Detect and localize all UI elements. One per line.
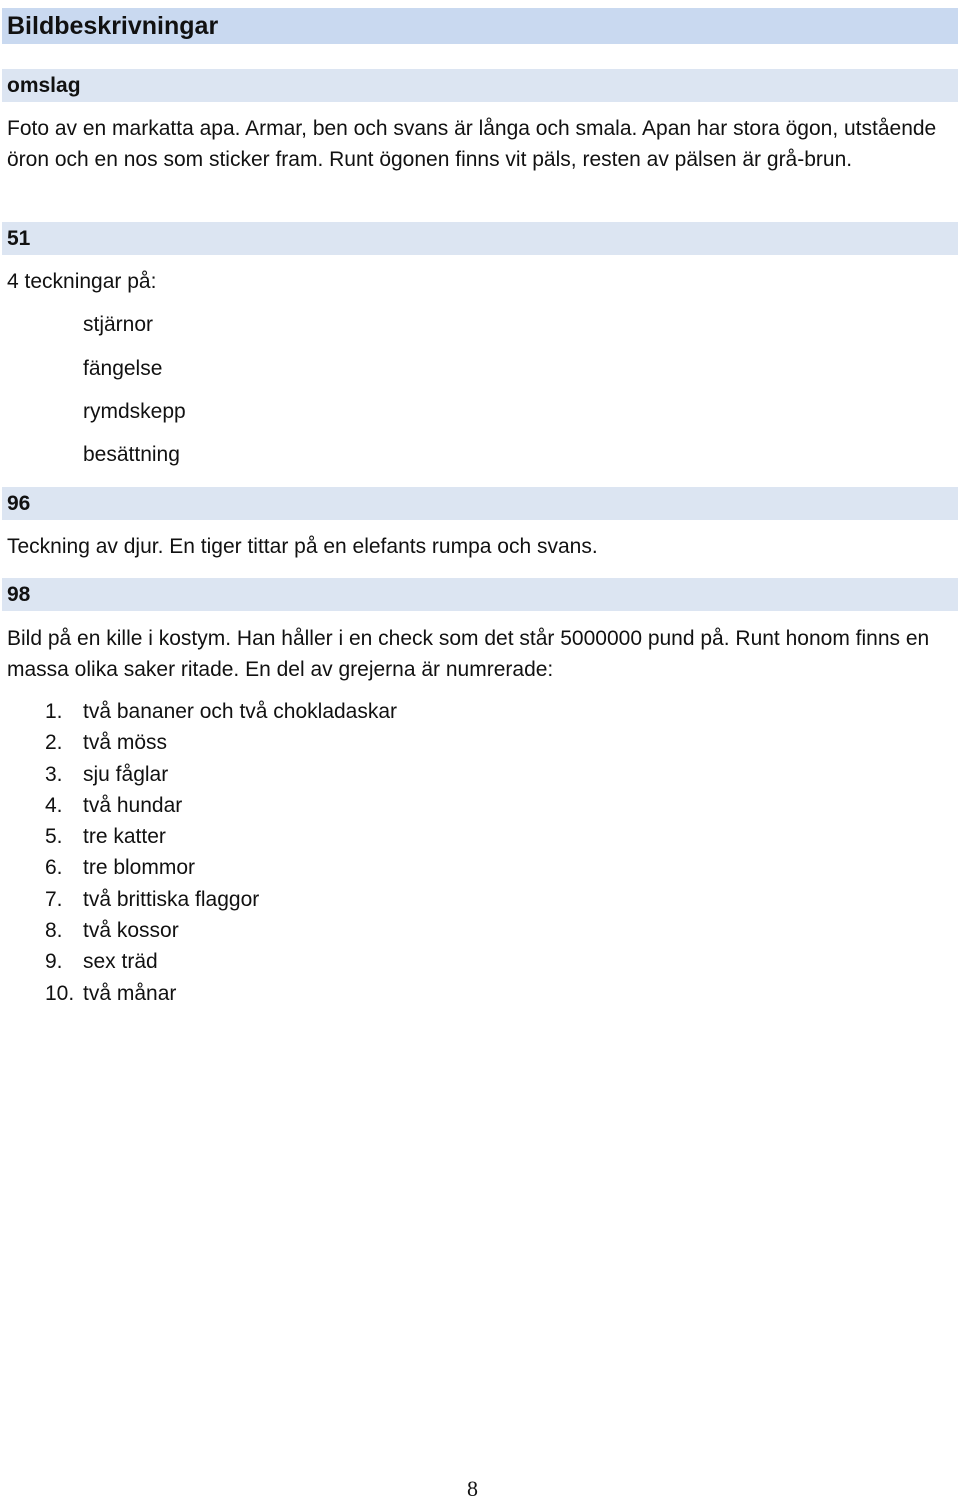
list-item-text: tre blommor xyxy=(83,856,196,880)
list-item-number: 7. xyxy=(45,887,63,911)
list-item-number: 9. xyxy=(45,950,63,974)
list-item-text: sex träd xyxy=(83,950,158,974)
drawing-item: stjärnor xyxy=(83,313,154,336)
page-title: Bildbeskrivningar xyxy=(2,8,958,44)
list-item-text: två möss xyxy=(83,731,168,755)
section-intro-51: 4 teckningar på: xyxy=(7,270,157,293)
list-item-number: 3. xyxy=(45,762,63,786)
drawing-item: rymdskepp xyxy=(83,400,186,423)
list-item-number: 10. xyxy=(45,981,75,1005)
drawing-item: fängelse xyxy=(83,357,163,380)
section-text-96: Teckning av djur. En tiger tittar på en elefants rumpa och svans. xyxy=(7,535,598,558)
section-heading-omslag: omslag xyxy=(2,69,958,102)
list-item-number: 4. xyxy=(45,793,63,817)
list-item-number: 2. xyxy=(45,731,63,755)
list-item-number: 5. xyxy=(45,825,63,849)
list-item-text: sju fåglar xyxy=(83,762,169,786)
list-item-text: tre katter xyxy=(83,825,166,849)
list-item-number: 8. xyxy=(45,919,63,943)
section-heading-51: 51 xyxy=(2,222,958,255)
page-number: 8 xyxy=(467,1476,478,1501)
section-text-98: Bild på en kille i kostym. Han håller i en check som det står 5000000 pund på. Runt honom finns en massa olika saker ritade. En del av grejerna är numrerade: xyxy=(7,627,930,681)
list-item-text: två bananer och två chokladaskar xyxy=(83,700,398,723)
list-item-text: två månar xyxy=(83,981,177,1005)
section-heading-96: 96 xyxy=(2,487,958,520)
list-item-text: två kossor xyxy=(83,919,179,943)
drawing-item: besättning xyxy=(83,443,180,466)
section-heading-98: 98 xyxy=(2,578,958,611)
section-text-omslag: Foto av en markatta apa. Armar, ben och svans är långa och smala. Apan har stora ögon, utstående öron och en nos som sticker fram. Runt ögonen finns vit päls, resten av pälsen är grå-brun. xyxy=(7,117,937,171)
list-item-text: två brittiska flaggor xyxy=(83,887,260,911)
list-item-text: två hundar xyxy=(83,793,183,817)
list-item-number: 6. xyxy=(45,856,63,880)
list-item-number: 1. xyxy=(45,700,63,723)
